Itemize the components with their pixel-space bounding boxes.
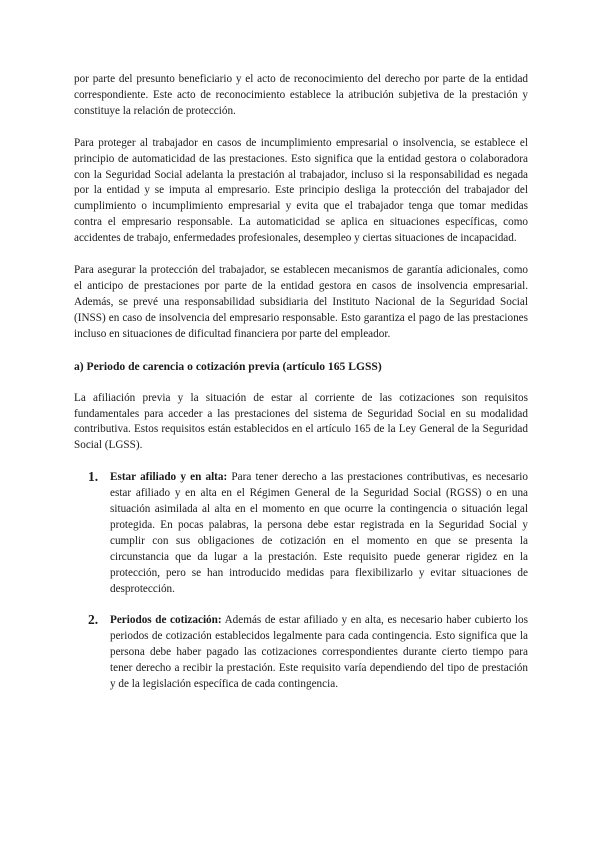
list-item xyxy=(74,613,528,693)
list-item-number: 2. xyxy=(88,612,99,628)
list-item-body xyxy=(110,470,528,597)
paragraph-automaticidad: Para proteger al trabajador en casos de incumplimiento empresarial o insolvencia, se establece el principio de automaticidad de las prestaciones. Esto significa que la entidad gestora o colaboradora con la Seguridad Social adelanta la prestación al trabajador, incluso si la responsabilidad es negada por la entidad y se imputa al empresario. Este principio desliga la protección del trabajador del cumplimiento o incumplimiento empresarial y evita que el trabajador tenga que tomar medidas contra el empresario responsable. La automaticidad se aplica en situaciones específicas, como accidentes de trabajo, enfermedades profesionales, desempleo y ciertas situaciones de incapacidad. xyxy=(74,136,528,245)
paragraph-garantias: Para asegurar la protección del trabajador, se establecen mecanismos de garantía adicionales, como el anticipo de prestaciones por parte de la entidad gestora en casos de insolvencia empresarial. Además, se prevé una responsabilidad subsidiaria del Instituto Nacional de la Seguridad Social (INSS) en caso de insolvencia del empresario responsable. Esto garantiza el pago de las prestaciones incluso en situaciones de dificultad financiera por parte del empleador. xyxy=(74,264,528,340)
document-page xyxy=(74,72,528,693)
list-item-title: Periodos de cotización: xyxy=(110,614,222,627)
paragraph-relacion-proteccion: por parte del presunto beneficiario y el acto de reconocimiento del derecho por parte de la entidad correspondiente. Este acto de reconocimiento establece la atribución subjetiva de la prestación y constituye la relación de protección. xyxy=(74,73,528,117)
list-item-body xyxy=(110,613,528,693)
list-item-number: 1. xyxy=(88,469,99,485)
list-item-title: Estar afiliado y en alta: xyxy=(110,471,228,484)
paragraph-requisitos-intro: La afiliación previa y la situación de estar al corriente de las cotizaciones son requisitos fundamentales para acceder a las prestaciones del sistema de Seguridad Social en su modalidad contributiva. Estos requisitos están establecidos en el artículo 165 de la Ley General de la Seguridad Social (LGSS). xyxy=(74,391,528,452)
list-item xyxy=(74,470,528,597)
list-item-text: Para tener derecho a las prestaciones contributivas, es necesario estar afiliado y en alta en el Régimen General de la Seguridad Social (RGSS) o en una situación asimilada al alta en el momento en que ocurre la contingencia o situación legal protegida. En pocas palabras, la persona debe estar registrada en la Seguridad Social y cumplir con sus obligaciones de cotización en el momento en que se presenta la circunstancia que da lugar a la prestación. Este requisito puede generar rigidez en la protección, pero se han introducido medidas para flexibilizarlo y evitar situaciones de desprotección. xyxy=(110,471,529,595)
section-heading: a) Periodo de carencia o cotización previa (artículo 165 LGSS) xyxy=(74,359,382,373)
requirements-list xyxy=(74,470,528,693)
list-item-text: Además de estar afiliado y en alta, es necesario haber cubierto los periodos de cotización establecidos legalmente para cada contingencia. Esto significa que la persona debe haber pagado las cotizaciones correspondientes durante cierto tiempo para tener derecho a recibir la prestación. Este requisito varía dependiendo del tipo de prestación y de la legislación específica de cada contingencia. xyxy=(110,614,528,691)
